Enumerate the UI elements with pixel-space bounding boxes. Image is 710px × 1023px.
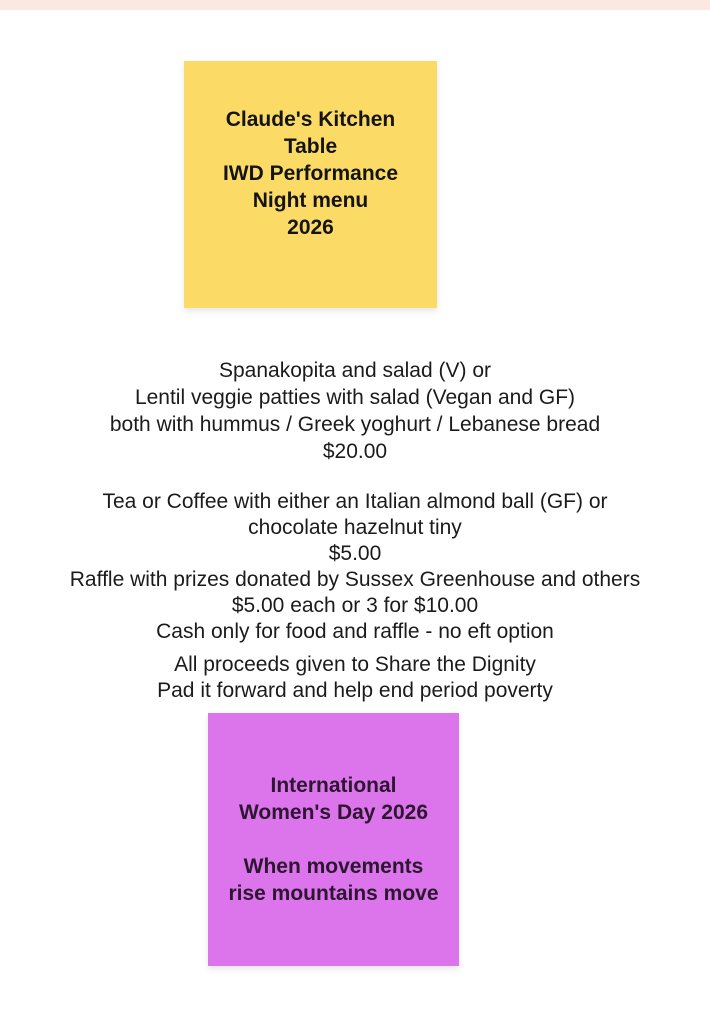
proceeds-line-2: Pad it forward and help end period poverty: [157, 679, 553, 702]
title-note-line-1: Claude's Kitchen: [225, 108, 396, 131]
title-note-line-4: Night menu: [252, 189, 369, 212]
raffle-price: $5.00 each or 3 for $10.00: [231, 594, 479, 617]
raffle-line-1: Raffle with prizes donated by Sussex Greenhouse and others: [69, 568, 641, 591]
title-note-text: [184, 61, 437, 241]
drinks-line-1: Tea or Coffee with either an Italian almond ball (GF) or: [102, 490, 608, 513]
iwd-note-spacer: [208, 826, 459, 853]
title-note-line-2: Table: [283, 135, 338, 158]
cash-only-note: Cash only for food and raffle - no eft option: [156, 620, 554, 643]
food-line-2: Lentil veggie patties with salad (Vegan and GF): [134, 386, 576, 409]
title-note-line-5: 2026: [287, 216, 334, 239]
iwd-tagline-line-1: When movements: [243, 855, 424, 878]
title-note-line-3: IWD Performance: [222, 162, 399, 185]
iwd-title-line-2: Women's Day 2026: [238, 801, 429, 824]
proceeds-section: [0, 652, 710, 704]
menu-drinks-raffle-section: [0, 489, 710, 645]
iwd-note-text: [208, 772, 459, 907]
iwd-tagline-line-2: rise mountains move: [228, 882, 439, 905]
food-line-1: Spanakopita and salad (V) or: [218, 359, 491, 382]
drinks-price: $5.00: [328, 542, 382, 565]
menu-food-section: [0, 357, 710, 465]
iwd-title-line-1: International: [270, 774, 397, 797]
iwd-sticky-note: [208, 713, 459, 966]
food-price: $20.00: [322, 440, 388, 463]
food-line-3: both with hummus / Greek yoghurt / Lebanese bread: [109, 413, 601, 436]
drinks-line-2: chocolate hazelnut tiny: [248, 516, 462, 539]
title-sticky-note: [184, 61, 437, 308]
proceeds-line-1: All proceeds given to Share the Dignity: [174, 653, 536, 676]
top-border-band: [0, 0, 710, 10]
